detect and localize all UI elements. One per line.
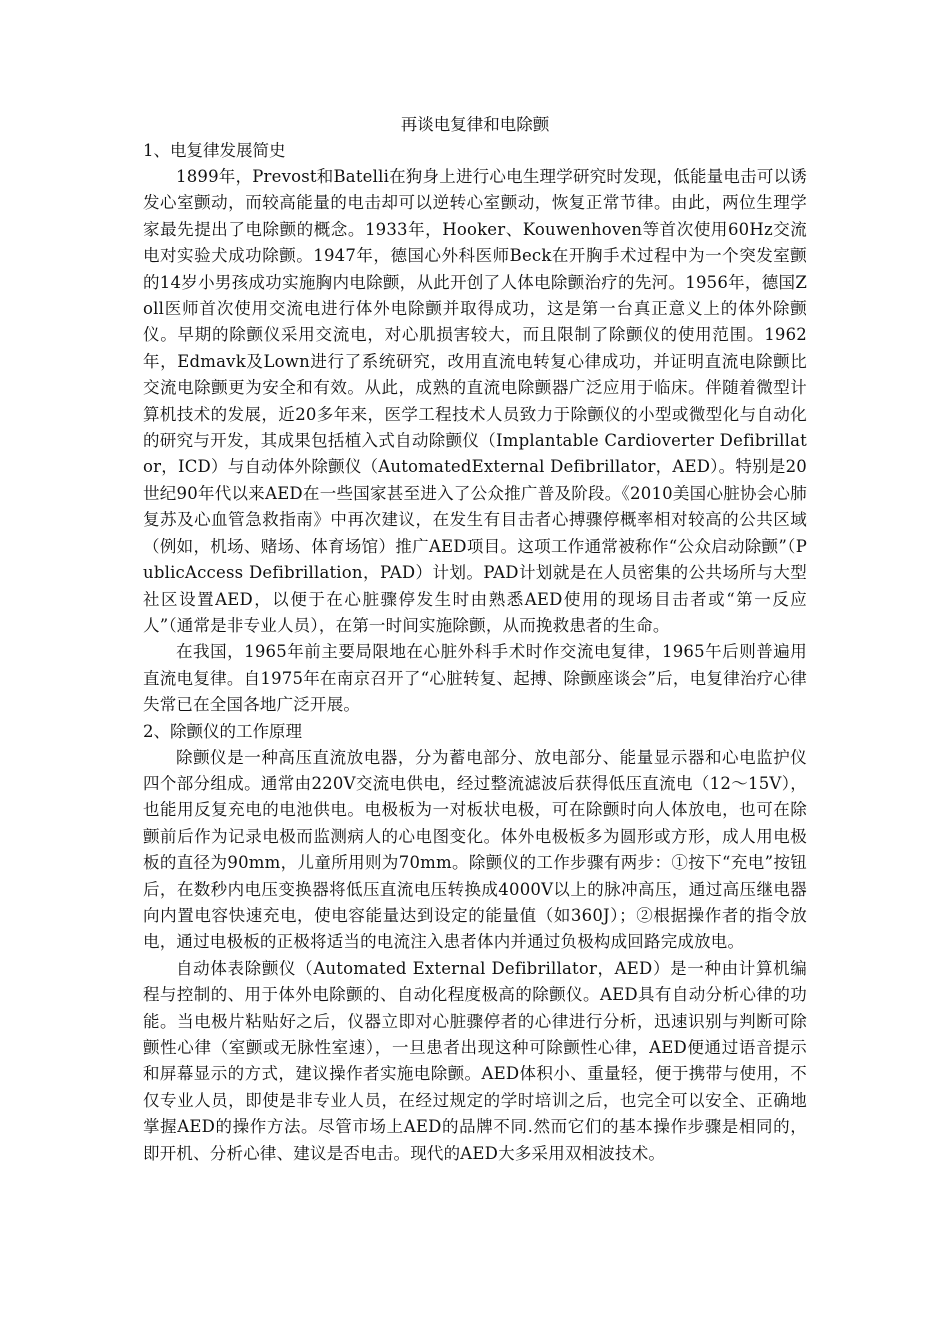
paragraph: 自动体表除颤仪（Automated External Defibrillator，AED）是一种由计算机编程与控制的、用于体外电除颤的、自动化程度极高的除颤仪。AED具有自动分析心律的功能。当电极片粘贴好之后，仪器立即对心脏骤停者的心律进行分析，迅速识别与判断可除颤性心律（室颤或无脉性室速），一旦患者出现这种可除颤性心律，AED便通过语音提示和屏幕显示的方式，建议操作者实施电除颤。AED体积小、重量轻，便于携带与使用，不仅专业人员，即使是非专业人员，在经过规定的学时培训之后，也完全可以安全、正确地掌握AED的操作方法。尽管市场上AED的品牌不同.然而它们的基本操作步骤是相同的，即开机、分析心律、建议是否电击。现代的AED大多采用双相波技术。 [143,958,807,1163]
document-page [143,112,807,1167]
paragraph: 除颤仪是一种高压直流放电器，分为蓄电部分、放电部分、能量显示器和心电监护仪四个部分组成。通常由220V交流电供电，经过整流滤波后获得低压直流电（12～15V），也能用反复充电的电池供电。电极板为一对板状电极，可在除颤时向人体放电，也可在除颤前后作为记录电极而监测病人的心电图变化。体外电极板多为圆形或方形，成人用电极板的直径为90mm，儿童所用则为70mm。除颤仪的工作步骤有两步：①按下“充电”按钮后，在数秒内电压变换器将低压直流电压转换成4000V以上的脉冲高压，通过高压继电器向内置电容快速充电，使电容能量达到设定的能量值（如360J）；②根据操作者的指令放电，通过电极板的正极将适当的电流注入患者体内并通过负极构成回路完成放电。 [143,747,807,952]
paragraph: 在我国，1965年前主要局限地在心脏外科手术时作交流电复律，1965午后则普遍用直流电复律。自1975年在南京召开了“心脏转复、起搏、除颤座谈会”后，电复律治疗心律失常已在全国各地广泛开展。 [143,642,807,715]
document-title: 再谈电复律和电除颤 [400,115,550,134]
section-working-principle [143,719,807,1168]
section-history [143,138,807,719]
paragraph: 1899年，Prevost和Batelli在狗身上进行心电生理学研究时发现，低能量电击可以诱发心室颤动，而较高能量的电击却可以逆转心室颤动，恢复正常节律。由此，两位生理学家最先提出了电除颤的概念。1933年，Hooker、Kouwenhoven等首次使用60Hz交流电对实验犬成功除颤。1947年，德国心外科医师Beck在开胸手术过程中为一个突发室颤的14岁小男孩成功实施胸内电除颤，从此开创了人体电除颤治疗的先河。1956年，德国Zoll医师首次使用交流电进行体外电除颤并取得成功，这是第一台真正意义上的体外除颤仪。早期的除颤仪采用交流电，对心肌损害较大，而且限制了除颤仪的使用范围。1962年，Edmavk及Lown进行了系统研究，改用直流电转复心律成功，并证明直流电除颤比交流电除颤更为安全和有效。从此，成熟的直流电除颤器广泛应用于临床。伴随着微型计算机技术的发展，近20多年来，医学工程技术人员致力于除颤仪的小型或微型化与自动化的研究与开发，其成果包括植入式自动除颤仪（Implantable Cardioverter Defibrillator，ICD）与自动体外除颤仪（AutomatedExternal Defibrillator，AED）。特别是20世纪90年代以来AED在一些国家甚至进入了公众推广普及阶段。《2010美国心脏协会心肺复苏及心血管急救指南》中再次建议，在发生有目击者心搏骤停概率相对较高的公共区域（例如，机场、赌场、体育场馆）推广AED项目。这项工作通常被称作“公众启动除颤”（PublicAccess Defibrillation，PAD）计划。PAD计划就是在人员密集的公共场所与大型社区设置AED，以便于在心脏骤停发生时由熟悉AED使用的现场目击者或“第一反应人”（通常是非专业人员），在第一时间实施除颤，从而挽救患者的生命。 [143,167,807,635]
section-heading: 1、电复律发展简史 [143,141,286,160]
section-heading: 2、除颤仪的工作原理 [143,721,302,741]
